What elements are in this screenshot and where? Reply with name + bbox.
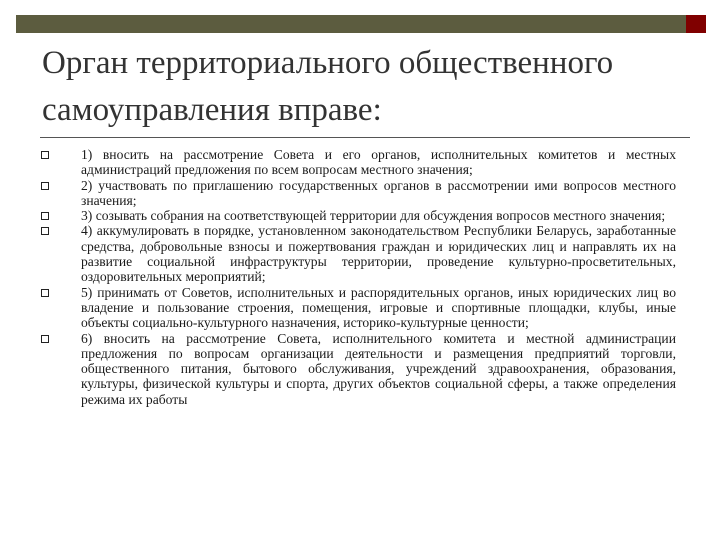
list-item — [40, 285, 676, 331]
list-item — [40, 331, 676, 407]
top-bar-accent — [686, 15, 706, 33]
hollow-square-bullet-icon — [41, 335, 49, 343]
title-divider — [40, 137, 690, 138]
list-item-text: 3) созывать собрания на соответствующей территории для обсуждения вопросов местного значения; — [81, 208, 666, 224]
list-item — [40, 223, 676, 284]
list-item-text: 6) вносить на рассмотрение Совета, исполнительного комитета и местной администрации предложения по вопросам организации деятельности и размещения предприятий торговли, общественного питания, бытового обслуживания, учреждений здравоохранения, образования, культуры, физической культуры и спорта, других объектов социальной сферы, а также определения режима их работы — [81, 330, 676, 407]
list-item-text: 1) вносить на рассмотрение Совета и его органов, исполнительных комитетов и местных администраций предложения по всем вопросам местного значения; — [81, 147, 676, 178]
hollow-square-bullet-icon — [41, 182, 49, 190]
list-item — [40, 178, 676, 209]
hollow-square-bullet-icon — [41, 289, 49, 297]
list-item-text: 4) аккумулировать в порядке, установленном законодательством Республики Беларусь, заработанные средства, добровольные взносы и пожертвования граждан и юридических лиц и направлять их на развитие социальной инфраструктуры территории, проведение культурно-просветительных, оздоровительных мероприятий; — [81, 223, 676, 285]
slide-title: Орган территориального общественного самоуправления вправе: — [42, 45, 614, 128]
list-item — [40, 208, 676, 223]
content-list — [40, 147, 676, 407]
list-item — [40, 147, 676, 178]
hollow-square-bullet-icon — [41, 151, 49, 159]
hollow-square-bullet-icon — [41, 227, 49, 235]
list-item-text: 2) участвовать по приглашению государственных органов в рассмотрении ими вопросов местного значения; — [81, 177, 676, 208]
list-item-text: 5) принимать от Советов, исполнительных и распорядительных органов, иных юридических лиц во владение и пользование строения, помещения, игровые и спортивные площадки, клубы, иные объекты социально-культурного назначения, историко-культурные ценности; — [81, 284, 676, 331]
hollow-square-bullet-icon — [41, 212, 49, 220]
top-decorative-bar — [16, 15, 706, 33]
